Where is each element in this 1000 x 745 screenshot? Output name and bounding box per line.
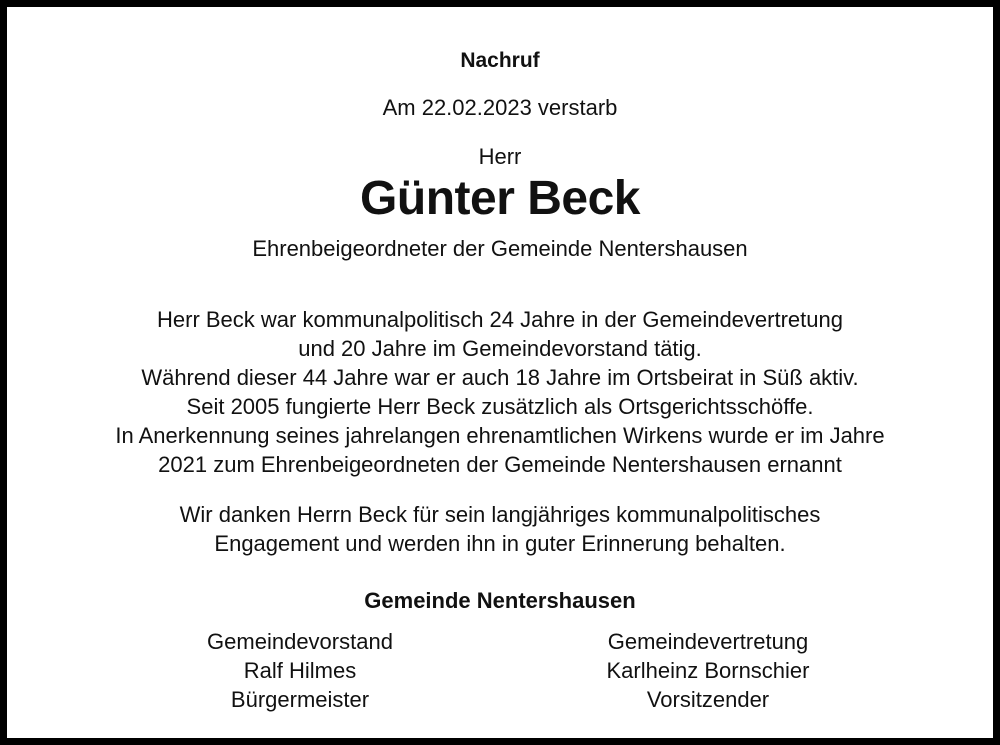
tribute-line: und 20 Jahre im Gemeindevorstand tätig. — [298, 336, 702, 361]
signature-position: Vorsitzender — [646, 687, 770, 712]
thanks-line: Engagement und werden ihn in guter Erinnerung behalten. — [214, 531, 786, 556]
tribute-line: Seit 2005 fungierte Herr Beck zusätzlich als Ortsgerichtsschöffe. — [186, 394, 814, 419]
thanks-line: Wir danken Herrn Beck für sein langjähriges kommunalpolitisches — [179, 502, 821, 527]
signature-person: Ralf Hilmes — [243, 658, 357, 683]
tribute-line: 2021 zum Ehrenbeigeordneten der Gemeinde Nentershausen ernannt — [158, 452, 842, 477]
deceased-role: Ehrenbeigeordneter der Gemeinde Nentershausen — [252, 236, 748, 261]
tribute-line: Während dieser 44 Jahre war er auch 18 Jahre im Ortsbeirat in Süß aktiv. — [141, 365, 859, 390]
tribute-paragraph — [14, 305, 986, 479]
signature-body: Gemeindevertretung — [607, 629, 809, 654]
signature-right — [548, 627, 868, 714]
thanks-paragraph — [14, 500, 986, 558]
signature-title: Gemeinde Nentershausen — [364, 588, 636, 613]
deceased-name: Günter Beck — [360, 172, 640, 225]
signature-left — [140, 627, 460, 714]
signature-person: Karlheinz Bornschier — [606, 658, 810, 683]
notice-heading: Nachruf — [460, 49, 540, 72]
tribute-line: Herr Beck war kommunalpolitisch 24 Jahre in der Gemeindevertretung — [157, 307, 843, 332]
tribute-line: In Anerkennung seines jahrelangen ehrenamtlichen Wirkens wurde er im Jahre — [115, 423, 885, 448]
signature-body: Gemeindevorstand — [207, 629, 393, 654]
signature-position: Bürgermeister — [230, 687, 370, 712]
death-date-line: Am 22.02.2023 verstarb — [382, 95, 618, 120]
salutation: Herr — [478, 144, 522, 169]
